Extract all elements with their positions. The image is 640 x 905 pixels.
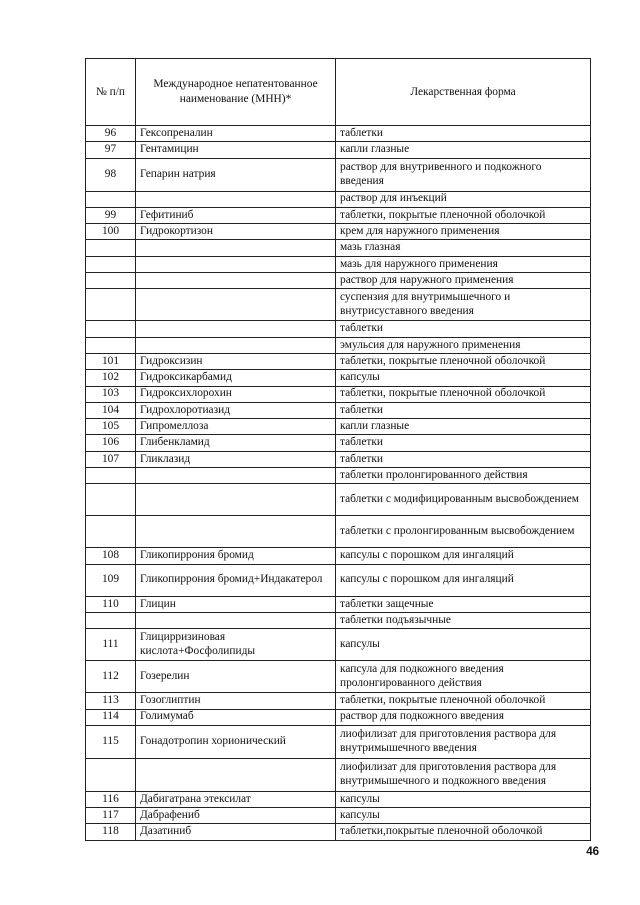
row-number-cell bbox=[86, 240, 136, 256]
table-row bbox=[86, 484, 591, 516]
inn-cell: Глицин bbox=[136, 596, 336, 612]
dosage-form-cell: капсулы с порошком для ингаляций bbox=[336, 564, 591, 596]
inn-cell: Гликопиррония бромид+Индакатерол bbox=[136, 564, 336, 596]
inn-cell bbox=[136, 337, 336, 353]
table-header-row bbox=[86, 59, 591, 126]
inn-cell: Гликопиррония бромид bbox=[136, 548, 336, 564]
table-row bbox=[86, 548, 591, 564]
table-row bbox=[86, 564, 591, 596]
dosage-form-cell: таблетки bbox=[336, 126, 591, 142]
dosage-form-cell: капсулы bbox=[336, 808, 591, 824]
inn-cell bbox=[136, 289, 336, 321]
header-inn: Международное непатентованное наименование (МНН)* bbox=[136, 59, 336, 126]
row-number-cell: 107 bbox=[86, 451, 136, 467]
table-row bbox=[86, 435, 591, 451]
inn-cell: Гозоглиптин bbox=[136, 693, 336, 709]
dosage-form-cell: таблетки с пролонгированным высвобождением bbox=[336, 516, 591, 548]
table-row bbox=[86, 516, 591, 548]
table-row bbox=[86, 709, 591, 725]
table-row bbox=[86, 596, 591, 612]
table-row bbox=[86, 370, 591, 386]
dosage-form-cell: таблетки защечные bbox=[336, 596, 591, 612]
row-number-cell: 100 bbox=[86, 224, 136, 240]
inn-cell bbox=[136, 240, 336, 256]
inn-cell: Гексопреналин bbox=[136, 126, 336, 142]
table-row bbox=[86, 808, 591, 824]
row-number-cell: 104 bbox=[86, 402, 136, 418]
inn-cell: Дазатиниб bbox=[136, 824, 336, 840]
table-row bbox=[86, 725, 591, 758]
dosage-form-cell: капли глазные bbox=[336, 142, 591, 158]
inn-cell: Глицирризиновая кислота+Фосфолипиды bbox=[136, 629, 336, 661]
table-row bbox=[86, 612, 591, 628]
row-number-cell: 101 bbox=[86, 353, 136, 369]
dosage-form-cell: раствор для наружного применения bbox=[336, 273, 591, 289]
row-number-cell: 97 bbox=[86, 142, 136, 158]
dosage-form-cell: раствор для внутривенного и подкожного введения bbox=[336, 158, 591, 191]
row-number-cell: 99 bbox=[86, 207, 136, 223]
table-row bbox=[86, 224, 591, 240]
row-number-cell bbox=[86, 516, 136, 548]
dosage-form-cell: капсулы bbox=[336, 629, 591, 661]
dosage-form-cell: лиофилизат для приготовления раствора для внутримышечного и подкожного введения bbox=[336, 758, 591, 791]
row-number-cell bbox=[86, 289, 136, 321]
dosage-form-cell: таблетки с модифицированным высвобождением bbox=[336, 484, 591, 516]
table-row bbox=[86, 126, 591, 142]
dosage-form-cell: лиофилизат для приготовления раствора для внутримышечного введения bbox=[336, 725, 591, 758]
row-number-cell: 106 bbox=[86, 435, 136, 451]
row-number-cell: 116 bbox=[86, 791, 136, 807]
table-row bbox=[86, 207, 591, 223]
table-row bbox=[86, 758, 591, 791]
inn-cell: Гозерелин bbox=[136, 661, 336, 693]
inn-cell: Гидрокортизон bbox=[136, 224, 336, 240]
dosage-form-cell: суспензия для внутримышечного и внутрисуставного введения bbox=[336, 289, 591, 321]
dosage-form-cell: эмульсия для наружного применения bbox=[336, 337, 591, 353]
table-body bbox=[86, 126, 591, 841]
table-row bbox=[86, 142, 591, 158]
table-row bbox=[86, 661, 591, 693]
inn-cell bbox=[136, 612, 336, 628]
table-row bbox=[86, 629, 591, 661]
dosage-form-cell: крем для наружного применения bbox=[336, 224, 591, 240]
dosage-form-cell: таблетки bbox=[336, 321, 591, 337]
row-number-cell: 114 bbox=[86, 709, 136, 725]
dosage-form-cell: раствор для подкожного введения bbox=[336, 709, 591, 725]
inn-cell: Дабрафениб bbox=[136, 808, 336, 824]
inn-cell: Гидроксихлорохин bbox=[136, 386, 336, 402]
table-row bbox=[86, 191, 591, 207]
inn-cell: Гипромеллоза bbox=[136, 419, 336, 435]
row-number-cell: 96 bbox=[86, 126, 136, 142]
dosage-form-cell: таблетки, покрытые пленочной оболочкой bbox=[336, 353, 591, 369]
table-row bbox=[86, 256, 591, 272]
row-number-cell bbox=[86, 484, 136, 516]
table-row bbox=[86, 321, 591, 337]
table-row bbox=[86, 693, 591, 709]
inn-cell bbox=[136, 321, 336, 337]
row-number-cell: 102 bbox=[86, 370, 136, 386]
dosage-form-cell: таблетки, покрытые пленочной оболочкой bbox=[336, 207, 591, 223]
dosage-form-cell: мазь для наружного применения bbox=[336, 256, 591, 272]
inn-cell: Гидроксикарбамид bbox=[136, 370, 336, 386]
page-number: 46 bbox=[586, 846, 599, 858]
dosage-form-cell: таблетки,покрытые пленочной оболочкой bbox=[336, 824, 591, 840]
row-number-cell bbox=[86, 256, 136, 272]
drug-list-table bbox=[85, 58, 591, 841]
table-row bbox=[86, 791, 591, 807]
header-dosage-form: Лекарственная форма bbox=[336, 59, 591, 126]
row-number-cell bbox=[86, 337, 136, 353]
row-number-cell: 105 bbox=[86, 419, 136, 435]
dosage-form-cell: таблетки подъязычные bbox=[336, 612, 591, 628]
dosage-form-cell: капсулы с порошком для ингаляций bbox=[336, 548, 591, 564]
row-number-cell: 109 bbox=[86, 564, 136, 596]
inn-cell: Гидрохлоротиазид bbox=[136, 402, 336, 418]
dosage-form-cell: мазь глазная bbox=[336, 240, 591, 256]
inn-cell: Голимумаб bbox=[136, 709, 336, 725]
row-number-cell: 108 bbox=[86, 548, 136, 564]
dosage-form-cell: капли глазные bbox=[336, 419, 591, 435]
row-number-cell: 113 bbox=[86, 693, 136, 709]
inn-cell bbox=[136, 256, 336, 272]
inn-cell: Гликлазид bbox=[136, 451, 336, 467]
row-number-cell bbox=[86, 758, 136, 791]
row-number-cell: 98 bbox=[86, 158, 136, 191]
dosage-form-cell: раствор для инъекций bbox=[336, 191, 591, 207]
row-number-cell: 111 bbox=[86, 629, 136, 661]
inn-cell bbox=[136, 191, 336, 207]
dosage-form-cell: таблетки bbox=[336, 451, 591, 467]
inn-cell: Гонадотропин хорионический bbox=[136, 725, 336, 758]
dosage-form-cell: капсулы bbox=[336, 370, 591, 386]
dosage-form-cell: таблетки, покрытые пленочной оболочкой bbox=[336, 693, 591, 709]
row-number-cell bbox=[86, 191, 136, 207]
table-row bbox=[86, 337, 591, 353]
table-row bbox=[86, 386, 591, 402]
row-number-cell: 110 bbox=[86, 596, 136, 612]
table-row bbox=[86, 240, 591, 256]
table-row bbox=[86, 824, 591, 840]
inn-cell bbox=[136, 758, 336, 791]
inn-cell bbox=[136, 273, 336, 289]
table-row bbox=[86, 468, 591, 484]
table-row bbox=[86, 419, 591, 435]
inn-cell: Гефитиниб bbox=[136, 207, 336, 223]
header-number: № п/п bbox=[86, 59, 136, 126]
row-number-cell: 112 bbox=[86, 661, 136, 693]
table-row bbox=[86, 353, 591, 369]
dosage-form-cell: таблетки bbox=[336, 402, 591, 418]
inn-cell bbox=[136, 484, 336, 516]
inn-cell: Гентамицин bbox=[136, 142, 336, 158]
inn-cell: Глибенкламид bbox=[136, 435, 336, 451]
table-row bbox=[86, 402, 591, 418]
inn-cell: Гепарин натрия bbox=[136, 158, 336, 191]
row-number-cell: 118 bbox=[86, 824, 136, 840]
dosage-form-cell: капсула для подкожного введения пролонгированного действия bbox=[336, 661, 591, 693]
inn-cell bbox=[136, 468, 336, 484]
dosage-form-cell: таблетки bbox=[336, 435, 591, 451]
dosage-form-cell: таблетки пролонгированного действия bbox=[336, 468, 591, 484]
table-row bbox=[86, 273, 591, 289]
row-number-cell bbox=[86, 612, 136, 628]
table-row bbox=[86, 451, 591, 467]
row-number-cell: 103 bbox=[86, 386, 136, 402]
row-number-cell bbox=[86, 321, 136, 337]
row-number-cell: 117 bbox=[86, 808, 136, 824]
inn-cell: Дабигатрана этексилат bbox=[136, 791, 336, 807]
inn-cell: Гидроксизин bbox=[136, 353, 336, 369]
dosage-form-cell: таблетки, покрытые пленочной оболочкой bbox=[336, 386, 591, 402]
row-number-cell: 115 bbox=[86, 725, 136, 758]
inn-cell bbox=[136, 516, 336, 548]
dosage-form-cell: капсулы bbox=[336, 791, 591, 807]
row-number-cell bbox=[86, 468, 136, 484]
table-row bbox=[86, 158, 591, 191]
row-number-cell bbox=[86, 273, 136, 289]
table-row bbox=[86, 289, 591, 321]
